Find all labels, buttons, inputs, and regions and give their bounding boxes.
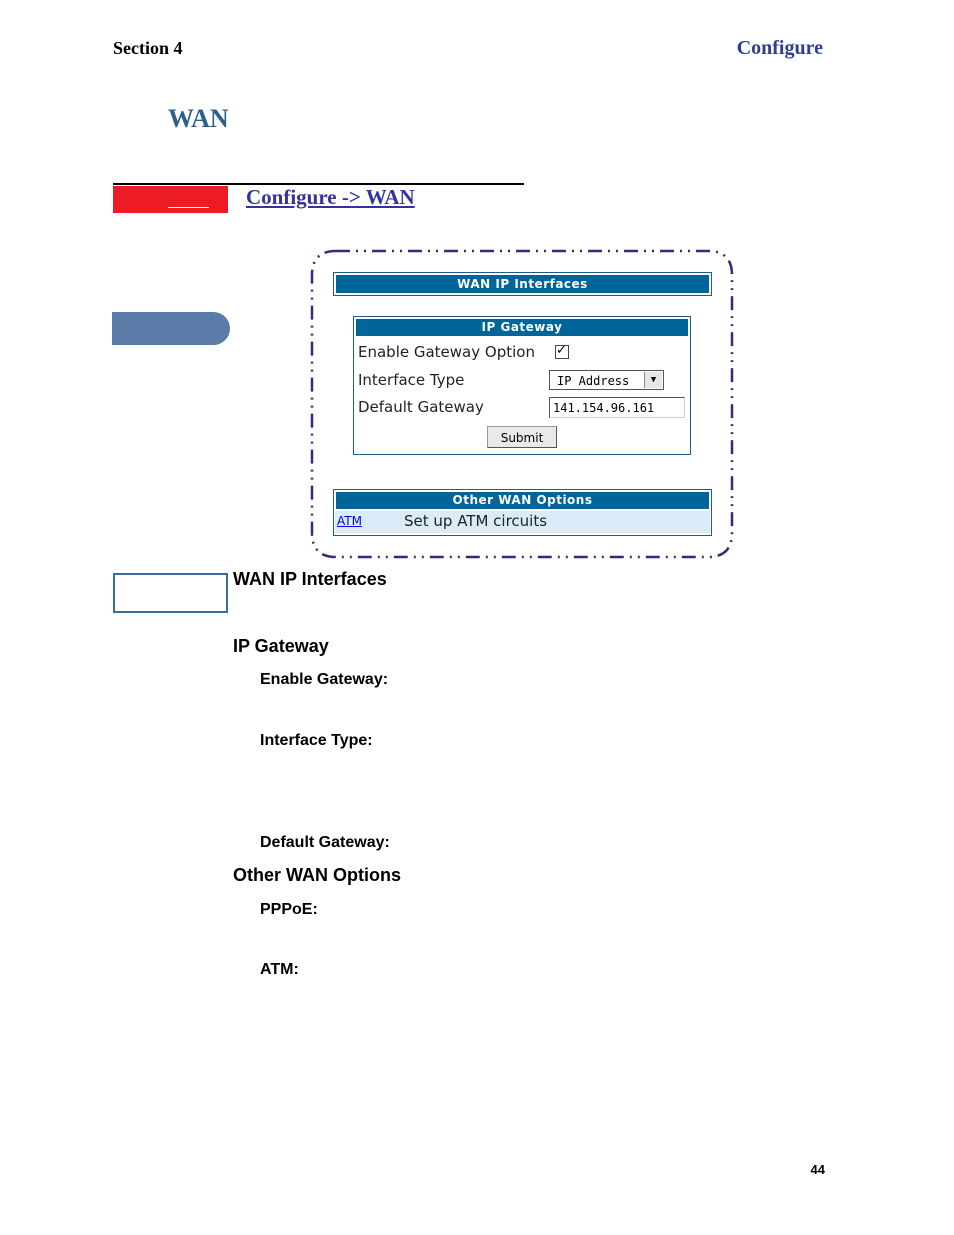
heading-other-wan-options: Other WAN Options: [233, 865, 401, 885]
wan-ip-interfaces-panel: [333, 272, 712, 296]
term-pppoe: PPPoE:: [260, 901, 318, 918]
ip-gateway-header: IP Gateway: [356, 319, 688, 336]
heading-wan-ip-interfaces: WAN IP Interfaces: [233, 569, 387, 589]
atm-description: Set up ATM circuits: [404, 512, 548, 530]
interface-type-label: Interface Type: [358, 371, 465, 389]
term-enable-gateway: Enable Gateway:: [260, 671, 389, 688]
default-gateway-label: Default Gateway: [358, 398, 484, 416]
atm-link[interactable]: ATM: [337, 514, 362, 528]
default-gateway-input[interactable]: 141.154.96.161: [549, 397, 685, 418]
section-name: Configure: [736, 37, 823, 59]
enable-gateway-label: Enable Gateway Option: [358, 343, 535, 361]
interface-type-value: IP Address: [557, 374, 630, 388]
term-interface-type: Interface Type:: [260, 732, 373, 749]
red-marker-block: [113, 186, 228, 213]
page-title: WAN: [168, 104, 229, 133]
check-icon: ✓: [556, 342, 567, 357]
outlined-marker-box: [113, 573, 228, 613]
term-atm: ATM:: [260, 961, 299, 978]
heading-ip-gateway: IP Gateway: [233, 636, 329, 656]
page-number: 44: [810, 1162, 825, 1177]
wan-ip-interfaces-header: WAN IP Interfaces: [336, 275, 709, 293]
nav-path-link[interactable]: Configure -> WAN: [246, 185, 415, 209]
chevron-down-icon[interactable]: ▼: [644, 372, 662, 388]
blue-tab-marker: [112, 312, 230, 345]
section-label: Section 4: [113, 38, 183, 58]
enable-gateway-checkbox[interactable]: [555, 342, 569, 359]
submit-button[interactable]: Submit: [487, 426, 557, 448]
other-wan-options-header: Other WAN Options: [336, 492, 709, 509]
term-default-gateway: Default Gateway:: [260, 834, 390, 851]
interface-type-select[interactable]: [549, 370, 664, 390]
red-marker-underline: [168, 207, 209, 208]
